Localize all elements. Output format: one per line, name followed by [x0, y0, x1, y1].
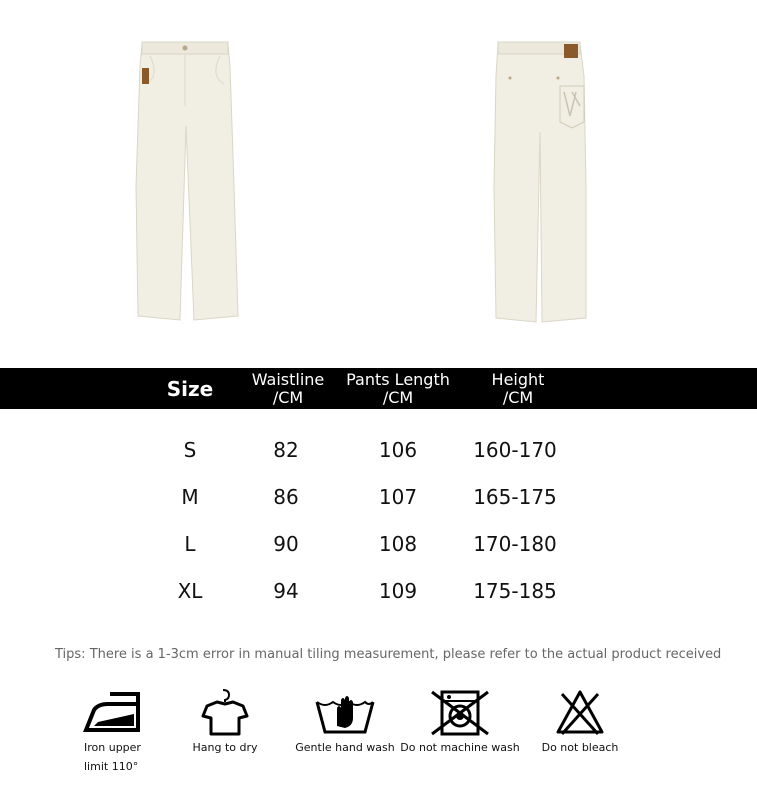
header-waistline-unit: /CM [272, 387, 304, 407]
header-pants-length [336, 368, 460, 409]
hanger-shirt-icon [193, 688, 257, 738]
size-cell: L [184, 531, 196, 556]
care-hand-wash [295, 688, 395, 757]
header-pants-length-label: Pants Length [346, 369, 450, 389]
measurement-tips: Tips: There is a 1-3cm error in manual tiling measurement, please refer to the actual product received [55, 647, 722, 662]
iron-label-line2: limit 110° [84, 760, 139, 773]
length-cell: 108 [378, 531, 418, 556]
header-pants-length-unit: /CM [382, 387, 414, 407]
header-height-label: Height [491, 369, 545, 389]
size-cell: M [181, 484, 199, 509]
hand-wash-label: Gentle hand wash [295, 741, 395, 754]
size-chart-header [0, 368, 757, 409]
hand-wash-icon [313, 688, 377, 738]
no-bleach-label: Do not bleach [541, 741, 619, 754]
care-no-machine-wash [400, 688, 520, 757]
length-cell: 109 [378, 578, 418, 603]
hang-label: Hang to dry [192, 741, 258, 754]
height-cell: 170-180 [473, 531, 557, 556]
length-cell: 106 [378, 437, 418, 462]
size-row [0, 567, 757, 614]
product-image-front [130, 36, 240, 326]
no-bleach-icon [548, 688, 612, 738]
waist-cell: 94 [273, 578, 299, 603]
care-iron [80, 688, 144, 776]
waist-cell: 82 [273, 437, 299, 462]
care-no-bleach [540, 688, 620, 757]
size-row [0, 473, 757, 520]
height-cell: 165-175 [473, 484, 557, 509]
waist-cell: 90 [273, 531, 299, 556]
care-hang-dry [190, 688, 260, 757]
header-height [468, 368, 568, 409]
header-waistline-label: Waistline [251, 369, 325, 389]
header-size: Size [166, 376, 214, 401]
iron-icon [80, 688, 144, 738]
size-row [0, 520, 757, 567]
leather-patch-back [564, 44, 578, 58]
height-cell: 160-170 [473, 437, 557, 462]
header-height-unit: /CM [502, 387, 534, 407]
jeans-front-illustration [130, 36, 240, 326]
header-waistline [238, 368, 338, 409]
length-cell: 107 [378, 484, 418, 509]
size-row [0, 426, 757, 473]
product-image-back [490, 36, 590, 326]
no-machine-wash-label: Do not machine wash [400, 741, 520, 754]
size-cell: S [183, 437, 197, 462]
waist-cell: 86 [273, 484, 299, 509]
size-cell: XL [177, 578, 203, 603]
height-cell: 175-185 [473, 578, 557, 603]
jeans-back-illustration [490, 36, 590, 326]
no-machine-wash-icon [428, 688, 492, 738]
leather-patch-front [142, 68, 149, 84]
iron-label-line1: Iron upper [84, 741, 141, 754]
size-chart-rows [0, 426, 757, 614]
